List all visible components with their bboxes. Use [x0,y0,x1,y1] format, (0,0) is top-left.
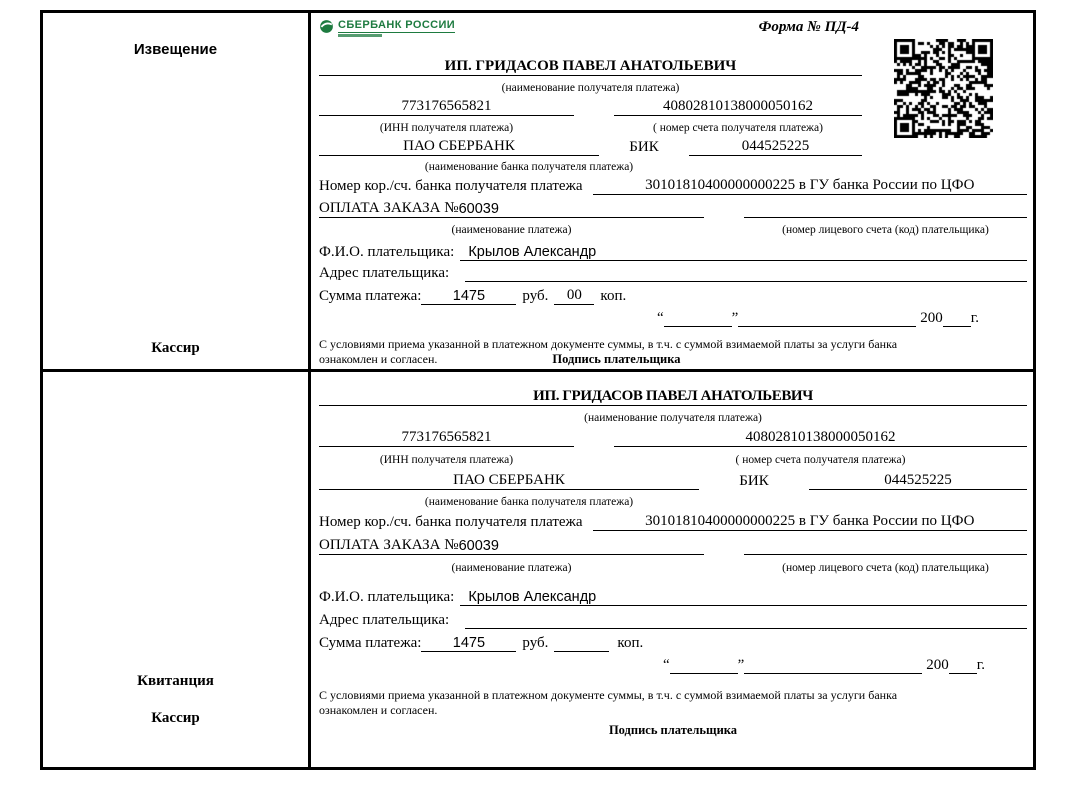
fio-label: Ф.И.О. плательщика: [319,244,455,260]
account-caption-receipt: ( номер счета получателя платежа) [735,454,906,466]
recipient-name-receipt: ИП. ГРИДАСОВ ПАВЕЛ АНАТОЛЬЕВИЧ [319,375,1027,406]
payment-name-label-receipt: ОПЛАТА ЗАКАЗА № [319,537,459,553]
fio-value: Крылов Александр [460,244,1027,261]
inn-caption-receipt: (ИНН получателя платежа) [379,454,514,466]
agreement-line2-receipt: ознакомлен и согласен. [319,703,438,717]
bank-row-receipt [319,466,1027,490]
fio-row [319,236,1027,261]
notice-left-column [43,13,311,372]
payment-name-field [319,200,704,218]
payment-order-value: 60039 [458,201,499,217]
agreement-line1-receipt: С условиями приема указанной в платежном документе суммы, в т.ч. с суммой взимаемой платы за услуги банка [319,688,898,702]
korr-label: Номер кор./сч. банка получателя платежа [319,178,583,194]
personal-account-field [744,217,1027,218]
form-number: Форма № ПД-4 [758,19,859,35]
recipient-name: ИП. ГРИДАСОВ ПАВЕЛ АНАТОЛЬЕВИЧ [319,49,862,76]
account-value: 40802810138000050162 [614,98,862,116]
date-month-blank [738,312,916,327]
inn-value: 773176565821 [319,98,574,116]
payment-order-value-receipt: 60039 [458,538,499,554]
payment-caption: (наименование платежа) [451,224,572,236]
kop-value-receipt [554,651,609,652]
date-month-blank-receipt [744,659,922,674]
inn-value-receipt: 773176565821 [319,429,574,447]
year-prefix-receipt: 200 [926,657,949,673]
bank-name-receipt: ПАО СБЕРБАНК [319,472,699,490]
agreement-line2: ознакомлен и согласен. [319,352,438,366]
bank-name: ПАО СБЕРБАНК [319,138,599,156]
bik-value: 044525225 [689,138,862,156]
rub-value-receipt: 1475 [421,635,516,652]
year-suffix: г. [970,310,979,326]
notice-cashier-label: Кассир [151,340,200,356]
date-day-blank-receipt [670,659,738,674]
quote-open-receipt: “ [662,657,670,673]
address-value [465,281,1027,282]
korr-label-receipt: Номер кор./сч. банка получателя платежа [319,514,583,530]
fio-value-receipt: Крылов Александр [460,589,1027,606]
personal-account-caption: (номер лицевого счета (код) плательщика) [782,224,989,236]
korr-row [319,173,1027,195]
account-caption: ( номер счета получателя платежа) [653,122,823,134]
inn-account-captions [319,116,862,134]
recipient-name-caption: (наименование получателя платежа) [501,82,680,94]
pd4-form [40,10,1036,770]
date-row-receipt [319,652,985,674]
recipient-name-caption-receipt: (наименование получателя платежа) [584,412,762,424]
payment-name-row [319,195,1027,218]
quote-close-receipt: ” [737,657,745,673]
receipt-body [311,372,1033,767]
date-row [319,305,979,327]
payment-name-label: ОПЛАТА ЗАКАЗА № [319,200,459,216]
kop-label-receipt: коп. [617,635,644,651]
agreement-block [319,337,1027,367]
year-suffix-receipt: г. [976,657,985,673]
inn-account-row [319,94,862,116]
year-blank [943,312,971,327]
kop-value: 00 [554,287,594,305]
sum-label-receipt: Сумма платежа: [319,635,422,651]
bik-value-receipt: 044525225 [809,472,1027,490]
sum-row [319,282,1027,305]
address-row [319,261,1027,282]
agreement-line1: С условиями приема указанной в платежном документе суммы, в т.ч. с суммой взимаемой платы за услуги банка [319,337,898,351]
kop-label: коп. [600,288,627,304]
bik-label: БИК [629,139,659,155]
receipt-left-column [43,372,311,767]
date-day-blank [664,312,732,327]
sberbank-logo-text: СБЕРБАНК РОССИИ [338,19,456,31]
rub-label-receipt: руб. [522,635,549,651]
logo-subtext-strip [338,34,382,37]
payment-name-row-receipt [319,531,1027,555]
korr-value-receipt: 30101810400000000225 в ГУ банка России по ЦФО [593,513,1027,531]
bank-row [319,134,862,156]
inn-account-row-receipt [319,424,1027,447]
receipt-cashier-label: Кассир [151,710,200,726]
fio-label-receipt: Ф.И.О. плательщика: [319,589,455,605]
payer-signature-label: Подпись плательщика [552,352,681,366]
sberbank-coin-icon [319,19,334,34]
sberbank-logo [319,19,455,37]
agreement-block-receipt [319,688,1027,738]
quote-close: ” [731,310,739,326]
address-label: Адрес плательщика: [319,265,450,281]
address-value-receipt [465,628,1027,629]
personal-account-field-receipt [744,554,1027,555]
account-value-receipt: 40802810138000050162 [614,429,1027,447]
rub-label: руб. [522,288,549,304]
rub-value: 1475 [421,288,516,305]
korr-row-receipt [319,508,1027,531]
bank-caption-receipt: (наименование банка получателя платежа) [424,496,634,508]
address-row-receipt [319,606,1027,629]
fio-row-receipt [319,579,1027,606]
sum-row-receipt [319,629,1027,652]
receipt-section-label: Квитанция [137,673,214,689]
korr-value: 30101810400000000225 в ГУ банка России по ЦФО [593,177,1027,195]
year-blank-receipt [949,659,977,674]
bank-caption: (наименование банка получателя платежа) [424,161,634,173]
notice-body [311,13,1033,372]
qr-code [894,39,993,138]
notice-header-row [319,16,862,49]
inn-caption: (ИНН получателя платежа) [379,122,514,134]
personal-account-caption-receipt: (номер лицевого счета (код) плательщика) [782,562,989,574]
address-label-receipt: Адрес плательщика: [319,612,450,628]
sum-label: Сумма платежа: [319,288,422,304]
quote-open: “ [656,310,664,326]
payment-caption-receipt: (наименование платежа) [451,562,572,574]
notice-section-label: Извещение [133,41,218,58]
year-prefix: 200 [920,310,943,326]
bik-label-receipt: БИК [739,473,769,489]
payer-signature-label-receipt: Подпись плательщика [608,723,738,737]
payment-name-field-receipt [319,537,704,555]
